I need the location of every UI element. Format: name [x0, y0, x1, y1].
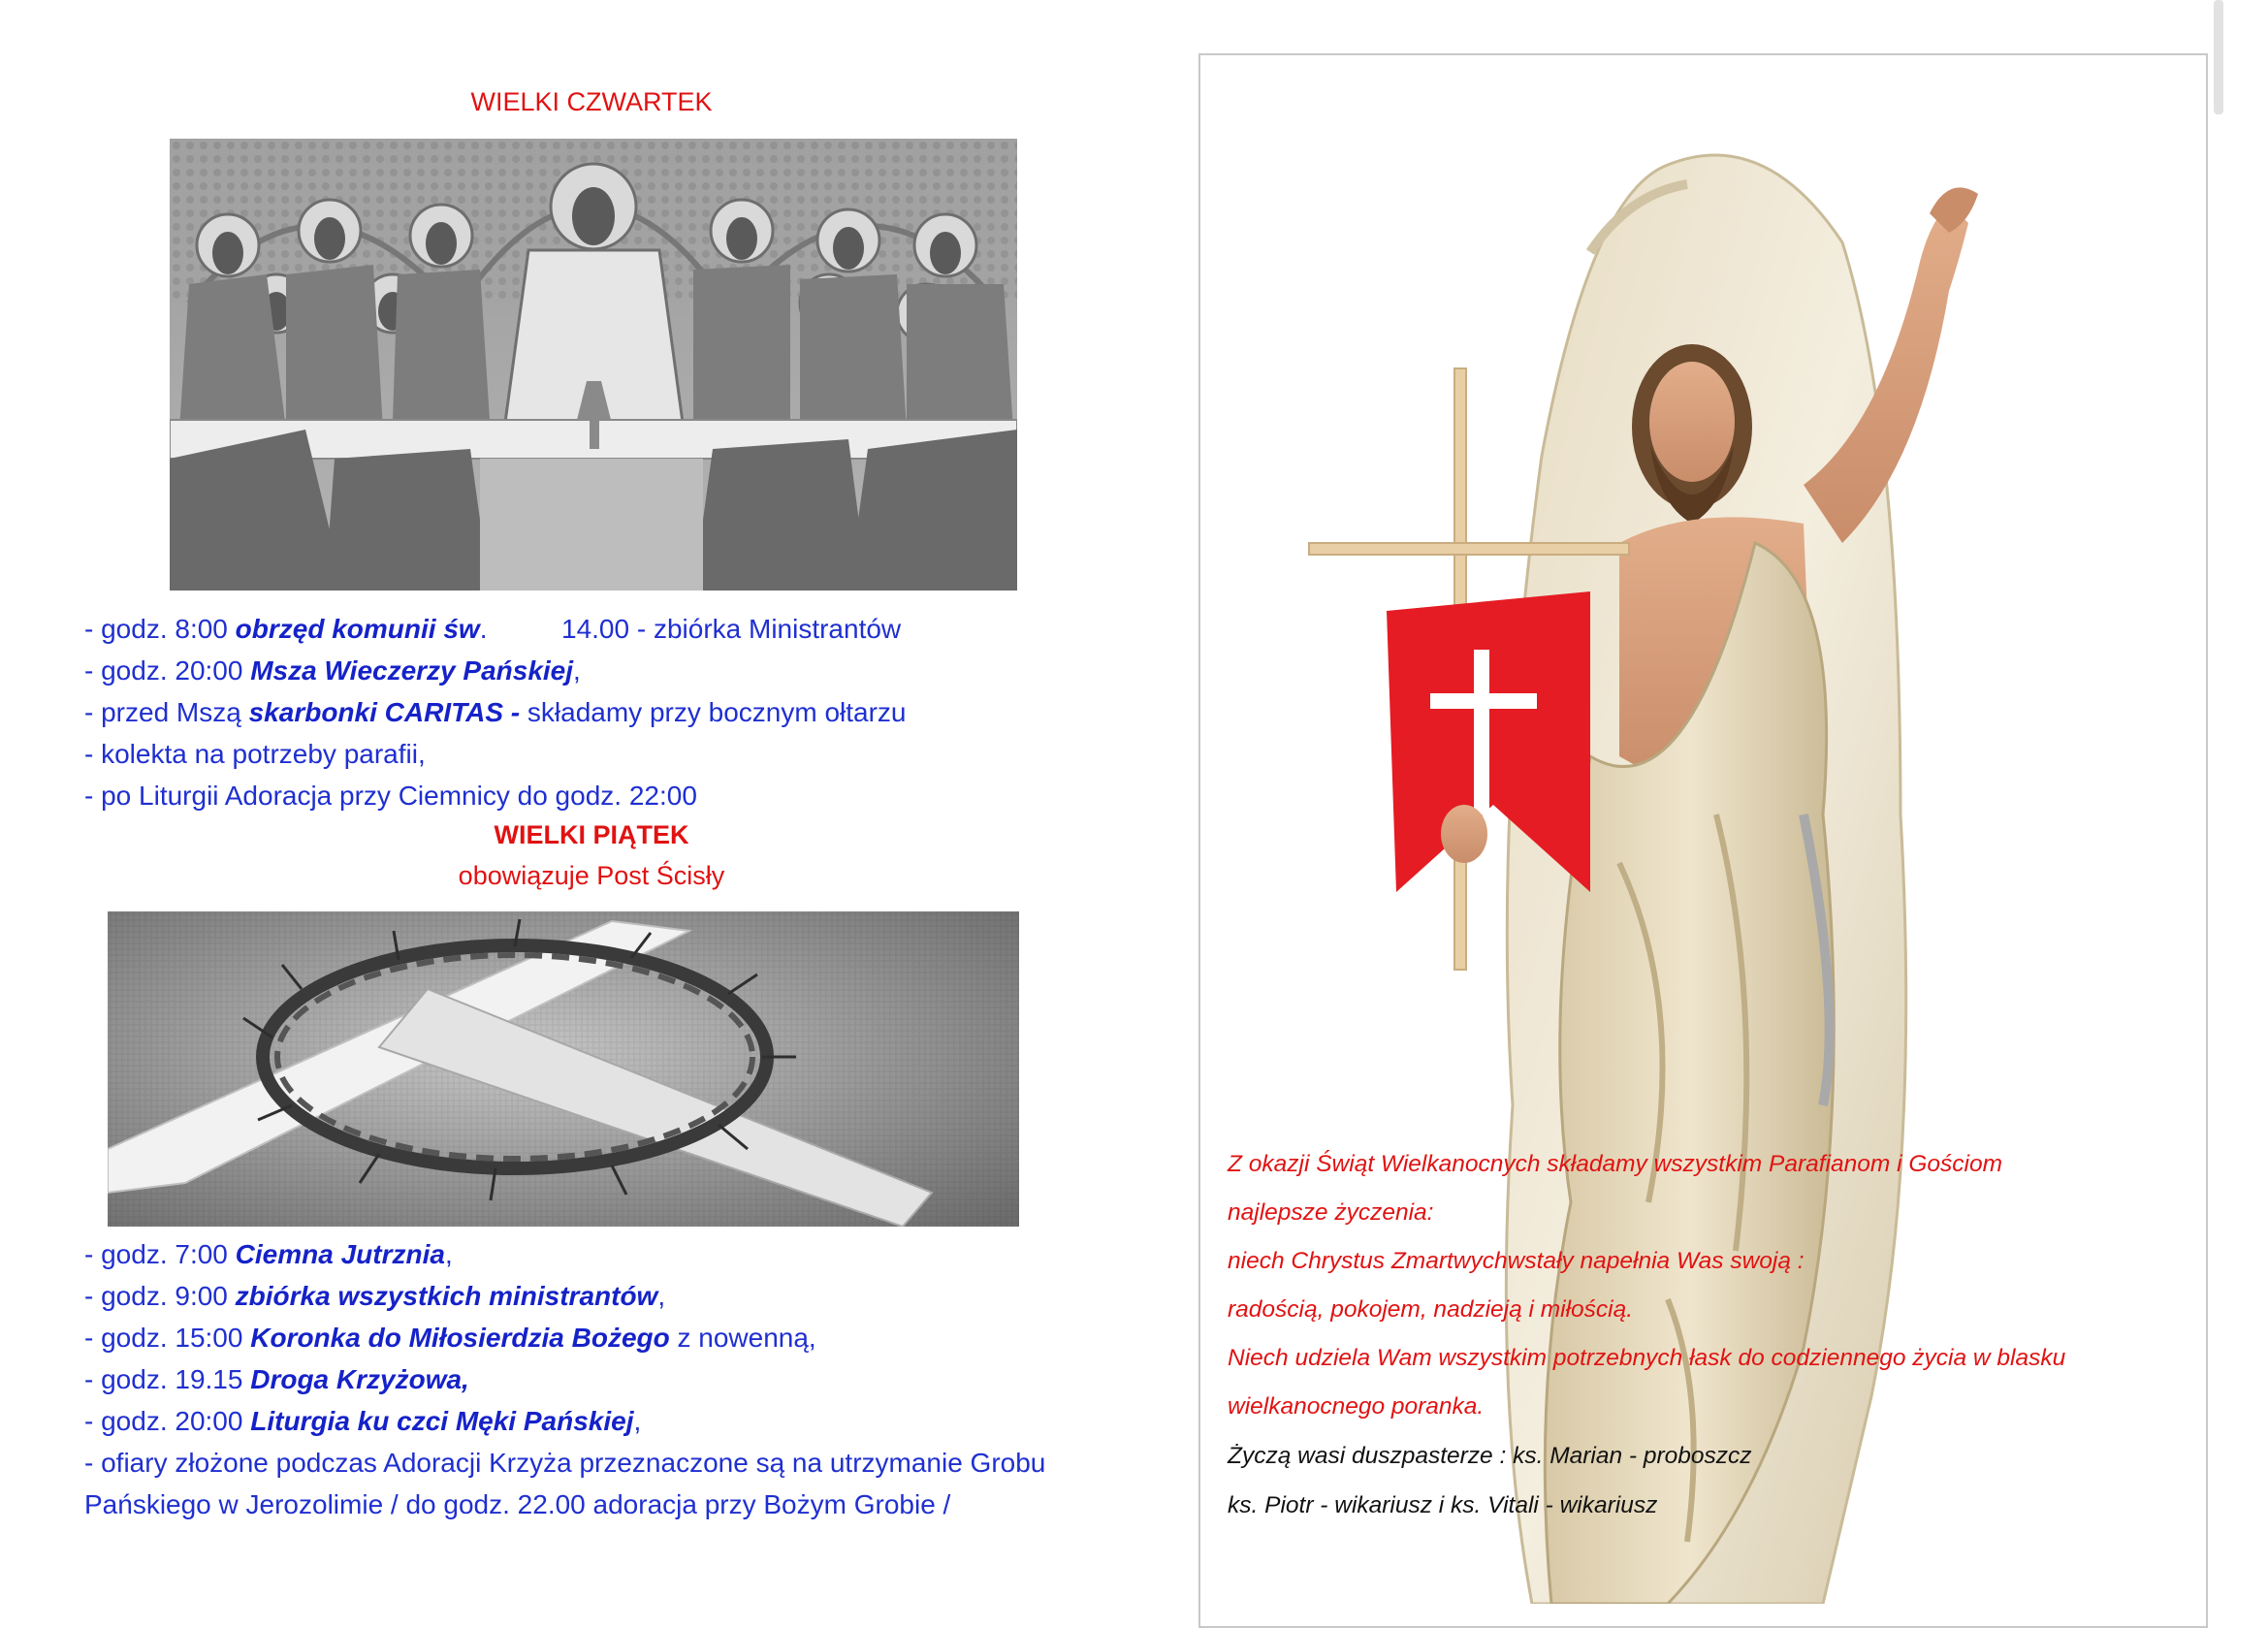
- friday-title: WIELKI PIĄTEK: [494, 820, 689, 849]
- thursday-item-1: - godz. 8:00 obrzęd komunii św. 14.00 - zbiórka Ministrantów: [84, 608, 487, 650]
- cross-thorns-image: [108, 911, 1019, 1227]
- last-supper-image: [170, 139, 1017, 591]
- signature-line-2: ks. Piotr - wikariusz i ks. Vitali - wikariusz: [1228, 1492, 1658, 1518]
- wishes-line-6: wielkanocnego poranka.: [1228, 1393, 1485, 1420]
- thursday-item-4: - kolekta na potrzeby parafii,: [84, 739, 426, 769]
- friday-subtitle: obowiązuje Post Ścisły: [458, 861, 725, 890]
- thursday-item-2: - godz. 20:00 Msza Wieczerzy Pańskiej,: [84, 655, 581, 686]
- signature-line-1: Życzą wasi duszpasterze : ks. Marian - proboszcz: [1228, 1443, 1752, 1469]
- friday-item-4: - godz. 19.15 Droga Krzyżowa,: [84, 1364, 469, 1394]
- wishes-line-5: Niech udziela Wam wszystkim potrzebnych łask do codziennego życia w blasku: [1228, 1345, 2066, 1371]
- thursday-item-3: - przed Mszą skarbonki CARITAS - składamy przy bocznym ołtarzu: [84, 697, 907, 727]
- thursday-item-5: - po Liturgii Adoracja przy Ciemnicy do godz. 22:00: [84, 781, 697, 811]
- vertical-scrollbar[interactable]: [2214, 0, 2223, 114]
- wishes-line-4: radością, pokojem, nadzieją i miłością.: [1228, 1296, 1634, 1323]
- ministrant-meeting: 14.00 - zbiórka Ministrantów: [561, 614, 902, 644]
- friday-item-3: - godz. 15:00 Koronka do Miłosierdzia Bożego z nowenną,: [84, 1323, 816, 1353]
- friday-item-6: - ofiary złożone podczas Adoracji Krzyża przeznaczone są na utrzymanie Grobu: [84, 1448, 1046, 1478]
- friday-item-1: - godz. 7:00 Ciemna Jutrznia,: [84, 1239, 453, 1269]
- friday-item-7: Pańskiego w Jerozolimie / do godz. 22.00 adoracja przy Bożym Grobie /: [84, 1489, 951, 1519]
- wishes-line-2: najlepsze życzenia:: [1228, 1199, 1434, 1226]
- friday-item-5: - godz. 20:00 Liturgia ku czci Męki Pańskiej,: [84, 1406, 642, 1436]
- friday-item-2: - godz. 9:00 zbiórka wszystkich ministrantów,: [84, 1281, 666, 1311]
- thursday-title: WIELKI CZWARTEK: [470, 87, 713, 116]
- risen-christ-image: [1299, 136, 2094, 1604]
- wishes-line-1: Z okazji Świąt Wielkanocnych składamy wszystkim Parafianom i Gościom: [1228, 1151, 2002, 1177]
- wishes-line-3: niech Chrystus Zmartwychwstały napełnia Was swoją :: [1228, 1248, 1805, 1274]
